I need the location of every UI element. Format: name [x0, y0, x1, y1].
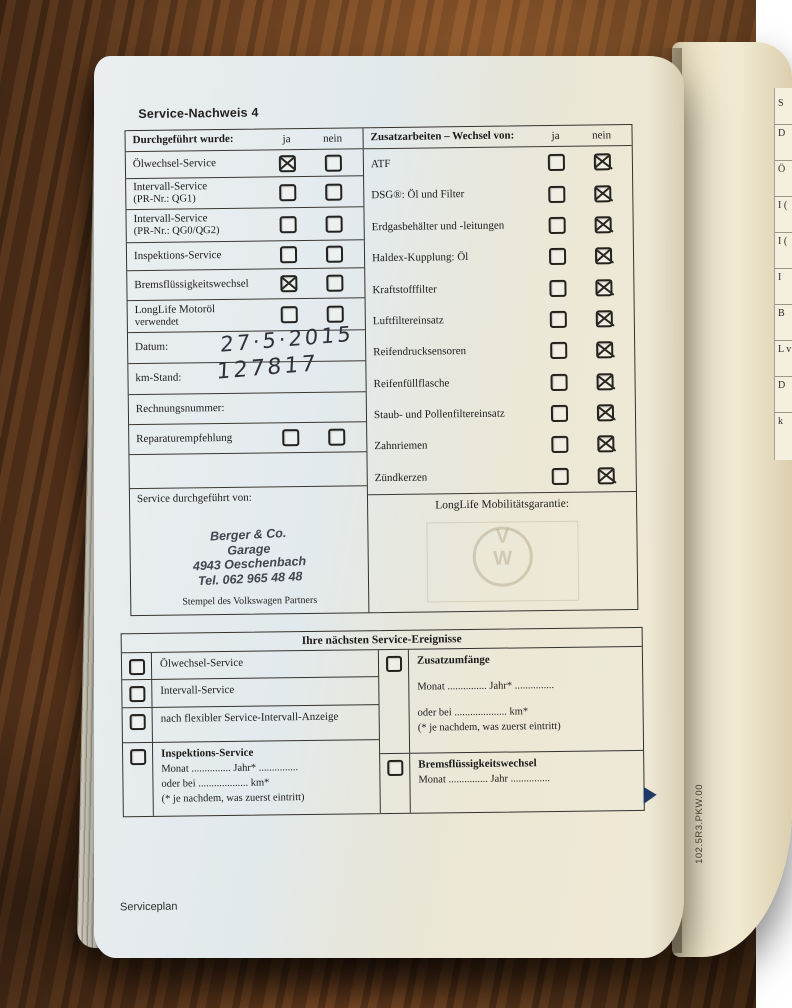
longlife-label: LongLife Mobilitätsgarantie: — [435, 497, 570, 512]
additional-header: Zusatzarbeiten – Wechsel von: ja nein — [363, 125, 631, 149]
next-services-right — [378, 647, 644, 813]
row-oelwechsel-service: Ölwechsel-Service — [126, 149, 363, 179]
field-rechnungsnummer: Rechnungsnummer: — [129, 392, 366, 425]
longlife-box — [368, 491, 637, 612]
checkbox-ja — [548, 248, 565, 265]
row-intervall-service-qg0: Intervall-Service (PR-Nr.: QG0/QG2) — [126, 207, 363, 243]
page-title: Service-Nachweis 4 — [138, 105, 259, 122]
checkbox-nein — [595, 310, 612, 327]
next-flexible-anzeige: nach flexibler Service-Intervall-Anzeige — [123, 705, 379, 743]
performed-column — [125, 128, 368, 615]
dealer-stamp: Berger & Co. Garage 4943 Oeschenbach Tel. 062 965 48 48 — [192, 525, 307, 588]
checkbox — [129, 686, 145, 702]
checkbox-ja — [551, 436, 568, 453]
additional-rows — [364, 146, 636, 494]
checkbox-nein — [594, 248, 611, 265]
checkbox-ja — [279, 216, 296, 233]
next-services-table — [121, 627, 645, 817]
handwritten-km: 127817 — [215, 351, 319, 385]
row-reifenfuellflasche: Reifenfüllflasche — [366, 366, 634, 401]
checkbox-nein — [325, 183, 342, 200]
sheet-content — [90, 52, 691, 961]
row-staub-pollenfilter: Staub- und Pollenfiltereinsatz — [367, 397, 635, 432]
performed-header: Durchgeführt wurde: ja nein — [125, 128, 362, 152]
field-km-stand: km-Stand: 127817 — [128, 361, 365, 395]
checkbox-nein — [594, 216, 611, 233]
facing-page-sliver: S D Ö I ( I ( I B L v D k — [774, 88, 792, 460]
checkbox-ja — [550, 342, 567, 359]
row-luftfiltereinsatz: Luftfiltereinsatz — [366, 303, 634, 338]
row-inspektions-service: Inspektions-Service — [127, 240, 364, 271]
checkbox — [128, 659, 144, 675]
checkbox-nein — [325, 246, 342, 263]
ja-column-header: ja — [551, 129, 560, 142]
checkbox-nein — [596, 342, 613, 359]
next-services-left — [122, 650, 380, 816]
checkbox-ja — [279, 246, 296, 263]
next-inspektion: Inspektions-Service Monat ............... Jahr* ............... oder bei ................... km* (* je nachdem, was zuerst eintritt) — [123, 740, 380, 816]
stamp-caption: Stempel des Volkswagen Partners — [182, 594, 318, 608]
row-reifendrucksensoren: Reifendrucksensoren — [366, 334, 634, 369]
row-dsg: DSG®: Öl und Filter — [364, 177, 632, 212]
provider-box: Service durchgeführt von: Berger & Co. Garage 4943 Oeschenbach Tel. 062 965 48 48 Stempel des Volkswagen Partners — [130, 486, 369, 615]
next-bremsfluessigkeit: Bremsflüssigkeitswechsel Monat ............... Jahr ............... — [380, 751, 644, 813]
checkbox-nein — [593, 153, 610, 170]
checkbox-nein — [596, 404, 613, 421]
checkbox — [130, 749, 146, 765]
row-atf: ATF — [364, 146, 632, 181]
checkbox-ja — [550, 405, 567, 422]
checkbox — [129, 714, 145, 730]
checkbox-nein — [597, 467, 614, 484]
checkbox-nein — [597, 436, 614, 453]
ja-column-header: ja — [282, 133, 291, 146]
row-reparaturempfehlung: Reparaturempfehlung — [129, 422, 366, 455]
row-longlife-motoroel: LongLife Motoröl verwendet — [128, 298, 365, 333]
checkbox-nein — [326, 306, 343, 323]
checkbox-ja — [282, 429, 299, 446]
checkbox-ja — [279, 184, 296, 201]
checkbox-ja — [550, 374, 567, 391]
checkbox-ja — [280, 306, 297, 323]
empty-row — [129, 452, 366, 489]
checkbox-ja — [551, 468, 568, 485]
checkbox-nein — [595, 279, 612, 296]
field-datum: Datum: 27·5·2015 — [128, 330, 365, 364]
next-services-title: Ihre nächsten Service-Ereignisse — [122, 628, 642, 653]
print-code: 102.5R3.PKW.00 — [694, 784, 705, 864]
handwritten-date: 27·5·2015 — [219, 321, 355, 357]
nein-column-header: nein — [592, 129, 612, 142]
row-zahnriemen: Zahnriemen — [367, 428, 635, 463]
checkbox-ja — [548, 185, 565, 202]
checkbox-ja — [548, 217, 565, 234]
vw-logo-icon: V W — [472, 526, 533, 587]
additional-column — [362, 125, 637, 612]
next-intervall: Intervall-Service — [122, 677, 378, 708]
booklet-footer: Serviceplan — [119, 900, 178, 914]
vw-logo-bleedthrough — [426, 521, 579, 603]
checkbox-ja — [278, 155, 295, 172]
checkbox-ja — [549, 279, 566, 296]
row-intervall-service-qg1: Intervall-Service (PR-Nr.: QG1) — [126, 176, 363, 210]
checkbox — [385, 656, 401, 672]
checkbox-nein — [325, 215, 342, 232]
checkbox — [387, 760, 403, 776]
next-zusatzumfaenge: Zusatzumfänge Monat ............... Jahr* ............... oder bei .................... km* (* je nachdem, was zuerst eintritt) — [379, 647, 643, 754]
service-record-table — [124, 124, 638, 616]
row-kraftstofffilter: Kraftstofffilter — [365, 271, 633, 306]
checkbox-ja — [549, 311, 566, 328]
nein-column-header: nein — [323, 132, 343, 145]
row-zuendkerzen: Zündkerzen — [368, 460, 636, 495]
next-oelwechsel: Ölwechsel-Service — [122, 650, 378, 680]
right-page-curl — [672, 42, 792, 957]
checkbox-ja — [280, 275, 297, 292]
checkbox-nein — [328, 429, 345, 446]
service-page — [94, 56, 684, 958]
row-bremsfluessigkeitswechsel: Bremsflüssigkeitswechsel — [127, 268, 364, 301]
row-haldex-kupplung: Haldex-Kupplung: Öl — [365, 240, 633, 275]
checkbox-nein — [596, 373, 613, 390]
checkbox-ja — [547, 154, 564, 171]
checkbox-nein — [324, 154, 341, 171]
row-erdgasbehaelter: Erdgasbehälter und -leitungen — [364, 209, 632, 244]
checkbox-nein — [326, 275, 343, 292]
checkbox-nein — [594, 185, 611, 202]
page-corner-triangle-icon — [644, 787, 657, 804]
